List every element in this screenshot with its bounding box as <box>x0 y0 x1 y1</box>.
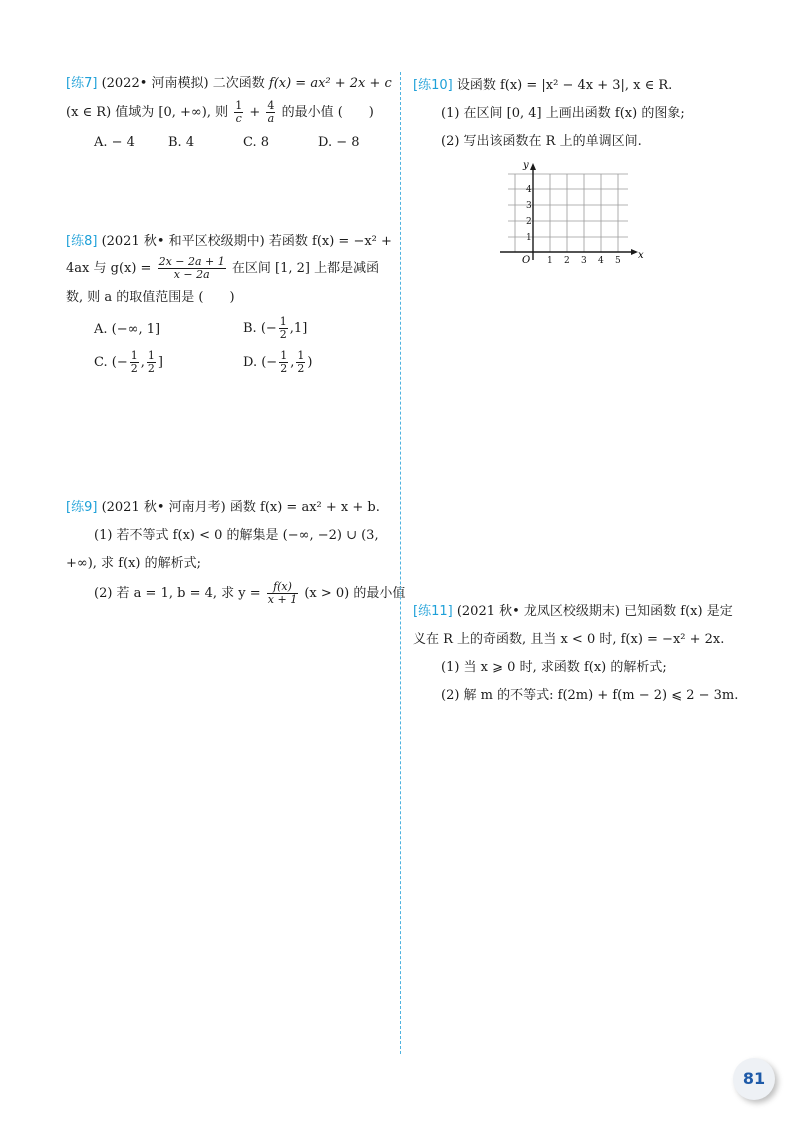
q10-tag: [练10] <box>413 78 453 93</box>
q7-option-b: B. 4 <box>168 135 195 150</box>
q7-line2-end: 的最小值 ( ) <box>281 105 374 120</box>
q10-text: 设函数 f(x) = |x² − 4x + 3|, x ∈ R. <box>456 78 673 93</box>
q10-coordinate-grid <box>498 160 646 264</box>
x-tick-label: 1 <box>547 256 553 264</box>
q9-part-1a: (1) 若不等式 f(x) < 0 的解集是 (−∞, −2) ∪ (3, <box>94 528 379 543</box>
q11-text: 已知函数 f(x) 是定 <box>624 604 733 619</box>
page-number: 81 <box>733 1058 775 1100</box>
x-tick-label: 3 <box>581 256 587 264</box>
q11-part-2: (2) 解 m 的不等式: f(2m) + f(m − 2) ⩽ 2 − 3m. <box>441 688 739 703</box>
q7-option-c: C. 8 <box>243 135 270 150</box>
q8-text: 若函数 f(x) = −x² + <box>268 234 392 249</box>
q7-line-2 <box>66 100 374 126</box>
q11-part-1: (1) 当 x ⩾ 0 时, 求函数 f(x) 的解析式; <box>441 660 667 675</box>
q8-option-b: B. (− $\frac{1}{2}$ ,1] <box>243 315 308 341</box>
q11-tag: [练11] <box>413 604 453 619</box>
q11-line-2: 义在 R 上的奇函数, 且当 x < 0 时, f(x) = −x² + 2x. <box>413 632 725 647</box>
q7-option-a: A. − 4 <box>94 135 135 150</box>
q8-option-c: C. (− $\frac{1}{2}$ , $\frac{1}{2}$ ] <box>94 349 163 375</box>
origin-label: O <box>522 255 531 264</box>
q10-part-2: (2) 写出该函数在 R 上的单调区间. <box>441 134 642 149</box>
q8-line-2 <box>66 256 379 282</box>
q9-line-1 <box>66 498 380 518</box>
q8-option-d: D. (− $\frac{1}{2}$ , $\frac{1}{2}$ ) <box>243 349 313 375</box>
q8-line2-text: 4ax 与 g(x) = <box>66 261 152 276</box>
q8-line-3: 数, 则 a 的取值范围是 ( ) <box>66 290 235 305</box>
q11-source: (2021 秋• 龙凤区校级期末) <box>456 604 620 619</box>
y-tick-label: 2 <box>526 217 532 227</box>
q8-tag: [练8] <box>66 234 98 249</box>
q7-fraction-1: $\frac{1}{c}$ <box>235 99 243 125</box>
x-axis-arrow-icon <box>631 249 638 255</box>
q9-part-1b: +∞), 求 f(x) 的解析式; <box>66 556 201 571</box>
q7-line2-text: (x ∈ R) 值域为 [0, +∞), 则 <box>66 105 229 120</box>
q8-g-fraction: $\frac{2x - 2a + 1}{x - 2a}$ <box>158 255 225 281</box>
q11-line-1 <box>413 602 733 622</box>
q9-source: (2021 秋• 河南月考) <box>101 500 226 515</box>
y-tick-label: 1 <box>526 233 532 243</box>
q7-line-1 <box>66 74 392 94</box>
q7-tag: [练7] <box>66 76 98 91</box>
q8-line2-end: 在区间 [1, 2] 上都是减函 <box>231 261 380 276</box>
q10-line-1 <box>413 76 672 96</box>
q8-source: (2021 秋• 和平区校级期中) <box>101 234 265 249</box>
x-tick-label: 2 <box>564 256 570 264</box>
y-axis-label: y <box>523 160 529 171</box>
q7-text: 二次函数 <box>212 76 265 91</box>
q9-tag: [练9] <box>66 500 98 515</box>
axes <box>500 166 636 260</box>
q7-function: f(x) = ax² + 2x + c <box>268 76 392 91</box>
q9-text: 函数 f(x) = ax² + x + b. <box>229 500 380 515</box>
q10-part-1: (1) 在区间 [0, 4] 上画出函数 f(x) 的图象; <box>441 106 685 121</box>
y-tick-label: 3 <box>526 201 532 211</box>
q8-line-1 <box>66 232 392 252</box>
q7-source: (2022• 河南模拟) <box>101 76 209 91</box>
x-tick-label: 5 <box>615 256 621 264</box>
q7-plus: + <box>249 105 261 120</box>
y-tick-label: 4 <box>526 185 532 195</box>
q9-part-2: (2) 若 a = 1, b = 4, 求 y = $\frac{f(x)}{x + 1}$ (x > 0) 的最小值 <box>94 580 406 606</box>
x-axis-label: x <box>638 250 644 261</box>
column-divider <box>400 72 401 1054</box>
q9-fraction: $\frac{f(x)}{x + 1}$ <box>267 580 298 606</box>
q7-fraction-2: $\frac{4}{a}$ <box>267 99 275 125</box>
y-axis-arrow-icon <box>530 163 536 170</box>
q8-option-a: A. (−∞, 1] <box>94 322 161 337</box>
q7-option-d: D. − 8 <box>318 135 360 150</box>
x-tick-label: 4 <box>598 256 604 264</box>
